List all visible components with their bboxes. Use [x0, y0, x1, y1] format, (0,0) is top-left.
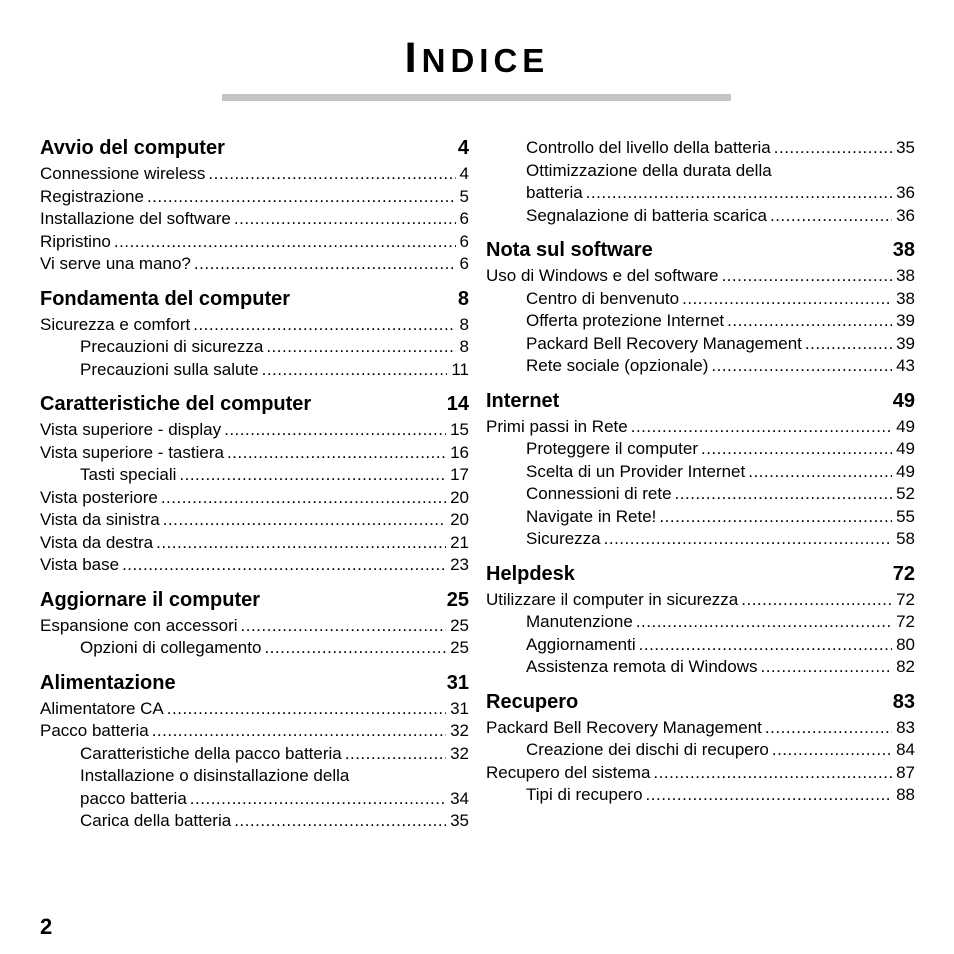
section-title: Helpdesk — [486, 562, 575, 585]
entry-page-number: 21 — [450, 532, 469, 552]
entry-title: Precauzioni sulla salute — [80, 359, 259, 379]
toc-left-column — [40, 137, 469, 833]
entry-page-number: 8 — [459, 337, 469, 356]
dot-leader — [208, 163, 455, 186]
toc-section-heading[interactable] — [486, 691, 915, 717]
dot-leader — [194, 253, 456, 276]
dot-leader — [772, 739, 892, 762]
section-page-number: 31 — [446, 671, 469, 694]
section-title: Recupero — [486, 690, 579, 713]
title-initial: I — [404, 34, 422, 82]
entry-page-number: 83 — [896, 717, 915, 737]
entry-page-number: 72 — [896, 589, 915, 609]
entry-page-number: 8 — [459, 314, 469, 334]
toc-entry[interactable] — [40, 615, 469, 638]
section-title: Aggiornare il computer — [40, 588, 261, 611]
entry-page-number: 15 — [450, 420, 469, 439]
entry-page-number: 84 — [896, 740, 915, 759]
dot-leader — [721, 265, 892, 288]
entry-page-number: 55 — [896, 506, 915, 526]
entry-title: Centro di benvenuto — [526, 288, 680, 308]
entry-title: Opzioni di collegamento — [80, 638, 262, 657]
toc-section-heading[interactable] — [40, 393, 469, 419]
entry-title: Offerta protezione Internet — [526, 311, 725, 330]
entry-page-number: 49 — [896, 416, 915, 436]
entry-title: Segnalazione di batteria scarica — [526, 205, 767, 225]
toc-entry[interactable] — [486, 333, 915, 356]
dot-leader — [179, 464, 446, 487]
entry-title: Manutenzione — [526, 612, 633, 631]
section-title: Internet — [486, 389, 560, 412]
toc-entry[interactable] — [40, 464, 469, 487]
dot-leader — [711, 355, 892, 378]
entry-title: Creazione dei dischi di recupero — [526, 740, 769, 759]
toc-section-heading[interactable] — [486, 239, 915, 265]
entry-title: Espansione con accessori — [40, 615, 238, 635]
entry-page-number: 49 — [896, 461, 915, 481]
toc-entry[interactable] — [40, 487, 469, 510]
entry-page-number: 39 — [896, 311, 915, 330]
toc-entry[interactable] — [486, 589, 915, 612]
dot-leader — [774, 137, 892, 160]
entry-page-number: 6 — [459, 254, 469, 273]
entry-title: Sicurezza e comfort — [40, 314, 191, 334]
toc-entry[interactable] — [40, 186, 469, 209]
entry-page-number: 25 — [450, 615, 469, 635]
toc-section-heading[interactable] — [40, 288, 469, 314]
toc-right-column — [486, 137, 915, 807]
toc-entry-continued: Installazione o disinstallazione della — [80, 766, 350, 785]
title-rest: NDICE — [421, 42, 550, 79]
entry-page-number: 20 — [450, 487, 469, 507]
entry-page-number: 72 — [896, 612, 915, 631]
entry-title: Rete sociale (opzionale) — [526, 356, 709, 375]
entry-page-number: 52 — [896, 484, 915, 503]
section-title: Avvio del computer — [40, 137, 225, 159]
entry-title: Scelta di un Provider Internet — [526, 461, 746, 481]
page-number: 2 — [40, 914, 53, 939]
dot-leader — [586, 182, 892, 205]
toc-section-heading[interactable] — [486, 390, 915, 416]
section-page-number: 72 — [892, 562, 915, 585]
entry-page-number: 17 — [450, 465, 469, 484]
dot-leader — [156, 532, 446, 555]
entry-title: Vista posteriore — [40, 487, 158, 507]
toc-entry[interactable] — [486, 506, 915, 529]
dot-leader — [264, 637, 446, 660]
dot-leader — [765, 717, 892, 740]
dot-leader — [727, 310, 892, 333]
dot-leader — [266, 336, 455, 359]
dot-leader — [675, 483, 893, 506]
toc-section-heading[interactable] — [40, 589, 469, 615]
entry-title: Caratteristiche della pacco batteria — [80, 743, 342, 763]
toc-entry[interactable] — [486, 528, 915, 551]
toc-entry[interactable] — [40, 788, 469, 811]
entry-title: Registrazione — [40, 186, 144, 206]
entry-title: Uso di Windows e del software — [486, 266, 719, 285]
dot-leader — [604, 528, 892, 551]
toc-entry[interactable] — [40, 163, 469, 186]
section-page-number: 4 — [457, 137, 469, 159]
entry-page-number: 49 — [896, 439, 915, 458]
entry-page-number: 11 — [451, 359, 469, 379]
toc-entry[interactable] — [40, 336, 469, 359]
entry-page-number: 23 — [450, 555, 469, 574]
toc-entry[interactable] — [486, 137, 915, 160]
toc-entry[interactable] — [40, 419, 469, 442]
toc-section-heading[interactable] — [40, 137, 469, 163]
entry-page-number: 6 — [459, 231, 469, 251]
toc-entry[interactable] — [40, 253, 469, 276]
dot-leader — [741, 589, 892, 612]
dot-leader — [682, 288, 892, 311]
toc-entry[interactable] — [40, 231, 469, 254]
toc-entry[interactable] — [40, 720, 469, 743]
entry-title: Proteggere il computer — [526, 439, 698, 458]
dot-leader — [653, 762, 892, 785]
entry-title: Connessioni di rete — [526, 484, 672, 503]
dot-leader — [114, 231, 456, 254]
entry-page-number: 20 — [450, 510, 469, 529]
page-title — [0, 30, 954, 89]
entry-title: Vista superiore - display — [40, 420, 222, 439]
section-page-number: 49 — [892, 389, 915, 412]
entry-title: Vista base — [40, 555, 120, 574]
dot-leader — [262, 359, 448, 382]
toc-entry[interactable] — [486, 438, 915, 461]
entry-page-number: 32 — [450, 743, 469, 763]
section-title: Fondamenta del computer — [40, 287, 291, 310]
section-title: Alimentazione — [40, 671, 176, 694]
toc-entry[interactable] — [40, 810, 469, 833]
toc-entry[interactable] — [486, 461, 915, 484]
toc-entry[interactable] — [486, 762, 915, 785]
entry-page-number: 36 — [896, 205, 915, 225]
entry-title: batteria — [526, 183, 583, 202]
entry-page-number: 6 — [459, 209, 469, 228]
dot-leader — [122, 554, 446, 577]
dot-leader — [636, 611, 892, 634]
toc-entry[interactable] — [486, 205, 915, 228]
toc-section-heading[interactable] — [486, 563, 915, 589]
entry-title: Packard Bell Recovery Management — [526, 333, 802, 353]
entry-title: Packard Bell Recovery Management — [486, 717, 762, 737]
dot-leader — [227, 442, 446, 465]
dot-leader — [701, 438, 892, 461]
entry-page-number: 35 — [450, 811, 469, 830]
entry-page-number: 35 — [896, 138, 915, 157]
dot-leader — [167, 698, 446, 721]
entry-page-number: 31 — [450, 698, 469, 718]
entry-title: Pacco batteria — [40, 721, 149, 740]
dot-leader — [770, 205, 892, 228]
entry-title: Alimentatore CA — [40, 698, 164, 718]
dot-leader — [631, 416, 892, 439]
entry-title: Aggiornamenti — [526, 634, 636, 654]
toc-entry[interactable] — [40, 698, 469, 721]
entry-title: Carica della batteria — [80, 811, 232, 830]
section-page-number: 8 — [457, 287, 469, 310]
section-page-number: 38 — [892, 239, 915, 261]
dot-leader — [241, 615, 447, 638]
entry-page-number: 34 — [450, 788, 469, 808]
dot-leader — [760, 656, 892, 679]
entry-page-number: 25 — [450, 638, 469, 657]
entry-page-number: 38 — [896, 288, 915, 308]
entry-title: Sicurezza — [526, 529, 601, 548]
dot-leader — [152, 720, 446, 743]
entry-title: pacco batteria — [80, 788, 187, 808]
entry-title: Ripristino — [40, 231, 111, 251]
entry-title: Vista da sinistra — [40, 510, 160, 529]
toc-entry[interactable] — [486, 739, 915, 762]
toc-entry[interactable] — [40, 314, 469, 337]
toc-entry[interactable] — [40, 359, 469, 382]
entry-page-number: 87 — [896, 762, 915, 782]
entry-page-number: 36 — [896, 183, 915, 202]
entry-title: Tipi di recupero — [526, 785, 643, 804]
toc-entry[interactable] — [40, 554, 469, 577]
toc-section-heading[interactable] — [40, 672, 469, 698]
entry-title: Vi serve una mano? — [40, 254, 191, 273]
entry-page-number: 43 — [896, 356, 915, 375]
toc-entry[interactable] — [486, 310, 915, 333]
toc-entry[interactable] — [486, 265, 915, 288]
toc-entry[interactable] — [40, 532, 469, 555]
entry-page-number: 4 — [459, 164, 469, 183]
toc-entry[interactable] — [486, 483, 915, 506]
entry-title: Vista superiore - tastiera — [40, 442, 224, 462]
toc-entry[interactable] — [486, 717, 915, 740]
dot-leader — [234, 208, 456, 231]
entry-title: Recupero del sistema — [486, 762, 651, 782]
toc-entry-continued: Ottimizzazione della durata della — [526, 160, 772, 180]
dot-leader — [193, 314, 455, 337]
entry-title: Primi passi in Rete — [486, 416, 628, 436]
entry-page-number: 5 — [459, 186, 469, 206]
dot-leader — [659, 506, 892, 529]
entry-page-number: 82 — [896, 657, 915, 676]
section-page-number: 25 — [446, 588, 469, 611]
entry-page-number: 80 — [896, 634, 915, 654]
dot-leader — [163, 509, 446, 532]
toc-entry[interactable] — [486, 288, 915, 311]
toc-entry[interactable] — [486, 611, 915, 634]
entry-page-number: 39 — [896, 333, 915, 353]
entry-page-number: 88 — [896, 785, 915, 804]
entry-title: Tasti speciali — [80, 465, 177, 484]
entry-title: Assistenza remota di Windows — [526, 657, 758, 676]
entry-title: Vista da destra — [40, 532, 154, 552]
section-title: Nota sul software — [486, 239, 653, 261]
dot-leader — [345, 743, 446, 766]
entry-title: Installazione del software — [40, 209, 231, 228]
toc-entry[interactable] — [40, 637, 469, 660]
dot-leader — [748, 461, 892, 484]
dot-leader — [646, 784, 893, 807]
section-page-number: 83 — [892, 690, 915, 713]
toc-entry[interactable] — [486, 634, 915, 657]
section-title: Caratteristiche del computer — [40, 393, 312, 415]
toc-entry[interactable] — [486, 355, 915, 378]
toc-entry[interactable] — [486, 656, 915, 679]
toc-entry[interactable] — [486, 182, 915, 205]
toc-entry[interactable] — [486, 784, 915, 807]
entry-title: Controllo del livello della batteria — [526, 138, 771, 157]
entry-page-number: 16 — [450, 442, 469, 462]
section-page-number: 14 — [446, 393, 469, 415]
entry-title: Connessione wireless — [40, 164, 206, 183]
toc-entry[interactable] — [40, 509, 469, 532]
dot-leader — [224, 419, 446, 442]
entry-title: Navigate in Rete! — [526, 506, 657, 526]
toc-entry[interactable] — [40, 743, 469, 766]
toc-entry[interactable] — [40, 208, 469, 231]
dot-leader — [805, 333, 892, 356]
entry-page-number: 38 — [896, 266, 915, 285]
entry-page-number: 58 — [896, 529, 915, 548]
title-underline — [222, 94, 731, 101]
toc-entry[interactable] — [486, 416, 915, 439]
entry-page-number: 32 — [450, 721, 469, 740]
entry-title: Utilizzare il computer in sicurezza — [486, 589, 739, 609]
dot-leader — [161, 487, 446, 510]
toc-entry[interactable] — [40, 442, 469, 465]
dot-leader — [147, 186, 456, 209]
dot-leader — [234, 810, 446, 833]
dot-leader — [190, 788, 446, 811]
dot-leader — [639, 634, 892, 657]
entry-title: Precauzioni di sicurezza — [80, 337, 264, 356]
